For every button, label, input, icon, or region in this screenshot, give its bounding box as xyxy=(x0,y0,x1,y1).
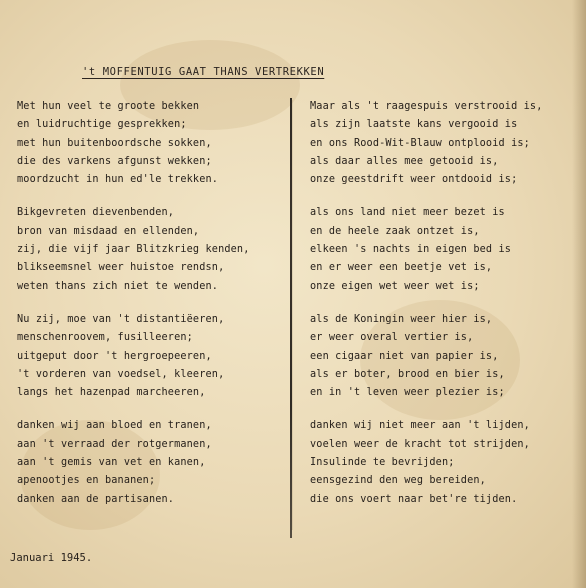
right-column xyxy=(310,98,576,524)
stanza xyxy=(310,417,576,508)
poem-line: als daar alles mee getooid is, xyxy=(310,155,499,167)
poem-line: Met hun veel te groote bekken xyxy=(17,101,200,112)
poem-title: 't MOFFENTUIG GAAT THANS VERTREKKEN xyxy=(82,66,325,78)
poem-line: die ons voert naar bet're tijden. xyxy=(310,493,518,505)
poem-line: als de Koningin weer hier is, xyxy=(310,313,493,325)
poem-line: voelen weer de kracht tot strijden, xyxy=(310,438,530,450)
paper-fold xyxy=(292,100,293,530)
poem-line: onze geestdrift weer ontdooid is; xyxy=(310,174,518,186)
poem-line: 't vorderen van voedsel, kleeren, xyxy=(17,368,225,380)
stanza xyxy=(17,311,287,402)
poem-line: menschenroovem, fusilleeren; xyxy=(17,332,193,344)
poem-line: en luidruchtige gesprekken; xyxy=(17,119,187,131)
stanza xyxy=(17,98,287,189)
poem-line: onze eigen wet weer wet is; xyxy=(310,280,480,292)
poem-line: Maar als 't raagespuis verstrooid is, xyxy=(310,101,543,112)
poem-line: die des varkens afgunst wekken; xyxy=(17,155,212,167)
poem-line: er weer overal vertier is, xyxy=(310,332,474,344)
poem-line: langs het hazenpad marcheeren, xyxy=(17,387,206,399)
poem-line: met hun buitenboordsche sokken, xyxy=(17,137,212,149)
left-column xyxy=(17,98,287,524)
poem-line: aan 't verraad der rotgermanen, xyxy=(17,438,212,450)
poem-line: blikseemsnel weer huistoe rendsn, xyxy=(17,262,225,274)
poem-line: zij, die vijf jaar Blitzkrieg kenden, xyxy=(17,244,250,256)
stanza xyxy=(310,204,576,295)
poem-line: eensgezind den weg bereiden, xyxy=(310,475,486,487)
poem-line: danken wij aan bloed en tranen, xyxy=(17,420,212,432)
stanza xyxy=(17,417,287,508)
stanza xyxy=(17,204,287,295)
poem-line: en er weer een beetje vet is, xyxy=(310,262,493,274)
poem-line: bron van misdaad en ellenden, xyxy=(17,225,200,237)
poem-line: elkeen 's nachts in eigen bed is xyxy=(310,244,512,256)
poem-line: uitgeput door 't hergroepeeren, xyxy=(17,350,212,362)
poem-line: als ons land niet meer bezet is xyxy=(310,207,505,219)
poem-line: Nu zij, moe van 't distantiëeren, xyxy=(17,313,225,325)
poem-line: aan 't gemis van vet en kanen, xyxy=(17,457,206,469)
poem-line: en in 't leven weer plezier is; xyxy=(310,387,505,399)
stanza xyxy=(310,98,576,189)
poem-line: danken wij niet meer aan 't lijden, xyxy=(310,420,530,432)
poem-line: en ons Rood-Wit-Blauw ontplooid is; xyxy=(310,137,530,149)
column-divider xyxy=(290,98,292,538)
poem-line: weten thans zich niet te wenden. xyxy=(17,280,219,292)
poem-line: Insulinde te bevrijden; xyxy=(310,457,455,469)
poem-line: en de heele zaak ontzet is, xyxy=(310,225,480,237)
document-date: Januari 1945. xyxy=(10,552,93,564)
poem-line: danken aan de partisanen. xyxy=(17,493,175,505)
poem-line: Bikgevreten dievenbenden, xyxy=(17,207,175,219)
stanza xyxy=(310,311,576,402)
poem-line: als er boter, brood en bier is, xyxy=(310,368,505,380)
poem-line: als zijn laatste kans vergooid is xyxy=(310,119,518,131)
poem-line: moordzucht in hun ed'le trekken. xyxy=(17,174,219,186)
poem-line: een cigaar niet van papier is, xyxy=(310,350,499,362)
poem-line: apenootjes en bananen; xyxy=(17,475,156,487)
